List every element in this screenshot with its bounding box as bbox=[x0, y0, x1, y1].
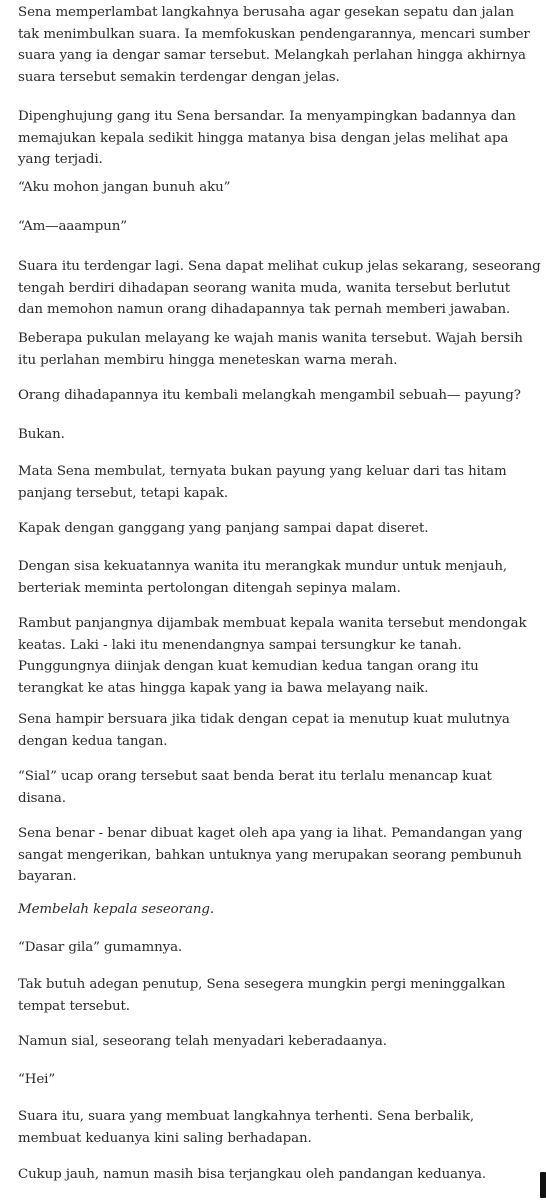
text-line: suara tersebut semakin terdengar dengan jelas. bbox=[18, 69, 340, 85]
paragraph-3 bbox=[18, 177, 530, 199]
text-line: Mata Sena membulat, ternyata bukan payung yang keluar dari tas hitam bbox=[18, 464, 507, 479]
text-line: disana. bbox=[18, 790, 66, 806]
paragraph-17 bbox=[18, 937, 530, 959]
text-line: “Dasar gila” gumamnya. bbox=[18, 940, 183, 955]
text-line: Dipenghujung gang itu Sena bersandar. Ia menyampingkan badannya dan bbox=[18, 109, 516, 124]
paragraph-12 bbox=[18, 613, 530, 699]
paragraph-20 bbox=[18, 1069, 530, 1091]
text-line: terangkat ke atas hingga kapak yang ia bawa melayang naik. bbox=[18, 680, 429, 696]
text-line: tempat tersebut. bbox=[18, 998, 130, 1014]
text-line: “Hei” bbox=[18, 1072, 56, 1087]
paragraph-9 bbox=[18, 461, 530, 504]
paragraph-13 bbox=[18, 709, 530, 752]
text-line: itu perlahan membiru hingga meneteskan warna merah. bbox=[18, 352, 398, 368]
paragraph-11 bbox=[18, 556, 530, 599]
paragraph-5 bbox=[18, 256, 541, 321]
text-line: tak menimbulkan suara. Ia memfokuskan pendengarannya, mencari sumber bbox=[18, 26, 530, 42]
paragraph-2 bbox=[18, 106, 530, 171]
text-line: dan memohon namun orang dihadapannya tak pernah memberi jawaban. bbox=[18, 302, 511, 318]
paragraph-22 bbox=[18, 1164, 530, 1186]
text-line: Tak butuh adegan penutup, Sena sesegera mungkin pergi meninggalkan bbox=[18, 977, 506, 992]
text-line: “Sial” ucap orang tersebut saat benda berat itu terlalu menancap kuat bbox=[18, 769, 492, 784]
paragraph-19 bbox=[18, 1031, 530, 1053]
text-line: membuat keduanya kini saling berhadapan. bbox=[18, 1130, 312, 1146]
text-line: Rambut panjangnya dijambak membuat kepala wanita tersebut mendongak bbox=[18, 616, 527, 631]
text-line: suara yang ia dengar samar tersebut. Melangkah perlahan hingga akhirnya bbox=[18, 48, 526, 64]
paragraph-10 bbox=[18, 518, 530, 540]
text-line: Sena hampir bersuara jika tidak dengan cepat ia menutup kuat mulutnya bbox=[18, 712, 510, 727]
paragraph-18 bbox=[18, 974, 530, 1017]
text-line: Sena memperlambat langkahnya berusaha agar gesekan sepatu dan jalan bbox=[18, 5, 515, 20]
story-text bbox=[18, 0, 541, 1200]
text-line: “Am—aaampun” bbox=[18, 219, 127, 234]
text-line: Namun sial, seseorang telah menyadari keberadaanya. bbox=[18, 1034, 387, 1049]
paragraph-6 bbox=[18, 328, 530, 371]
paragraph-15 bbox=[18, 823, 530, 888]
paragraph-16 bbox=[18, 899, 530, 921]
text-line: Orang dihadapannya itu kembali melangkah mengambil sebuah— payung? bbox=[18, 388, 521, 403]
text-line: Sena benar - benar dibuat kaget oleh apa yang ia lihat. Pemandangan yang bbox=[18, 826, 523, 841]
text-line: berteriak meminta pertolongan ditengah sepinya malam. bbox=[18, 580, 401, 596]
text-line: Cukup jauh, namun masih bisa terjangkau oleh pandangan keduanya. bbox=[18, 1167, 487, 1182]
paragraph-1 bbox=[18, 2, 530, 88]
paragraph-8 bbox=[18, 424, 530, 446]
text-line: panjang tersebut, tetapi kapak. bbox=[18, 485, 229, 501]
text-line: Dengan sisa kekuatannya wanita itu merangkak mundur untuk menjauh, bbox=[18, 559, 508, 574]
text-line: yang terjadi. bbox=[18, 152, 103, 168]
text-line: Bukan. bbox=[18, 427, 65, 442]
text-line: tengah berdiri dihadapan seorang wanita muda, wanita tersebut berlutut bbox=[18, 280, 511, 296]
text-line: keatas. Laki - laki itu menendangnya sampai tersungkur ke tanah. bbox=[18, 637, 462, 653]
paragraph-7 bbox=[18, 385, 530, 407]
text-line: “Aku mohon jangan bunuh aku” bbox=[18, 180, 231, 195]
text-line: dengan kedua tangan. bbox=[18, 733, 168, 749]
paragraph-14 bbox=[18, 766, 530, 809]
text-line: bayaran. bbox=[18, 869, 77, 885]
text-line: Beberapa pukulan melayang ke wajah manis wanita tersebut. Wajah bersih bbox=[18, 331, 523, 346]
text-line: Suara itu terdengar lagi. Sena dapat melihat cukup jelas sekarang, seseorang bbox=[18, 259, 541, 274]
text-line: sangat mengerikan, bahkan untuknya yang merupakan seorang pembunuh bbox=[18, 847, 522, 863]
text-line: Suara itu, suara yang membuat langkahnya terhenti. Sena berbalik, bbox=[18, 1109, 475, 1124]
scrollbar-thumb[interactable] bbox=[540, 1172, 546, 1198]
text-line: Punggungnya diinjak dengan kuat kemudian kedua tangan orang itu bbox=[18, 659, 479, 675]
text-line: Kapak dengan ganggang yang panjang sampai dapat diseret. bbox=[18, 521, 429, 536]
paragraph-4 bbox=[18, 216, 530, 238]
paragraph-21 bbox=[18, 1106, 530, 1149]
text-line: Membelah kepala seseorang. bbox=[18, 902, 214, 917]
text-line: memajukan kepala sedikit hingga matanya bisa dengan jelas melihat apa bbox=[18, 130, 509, 146]
